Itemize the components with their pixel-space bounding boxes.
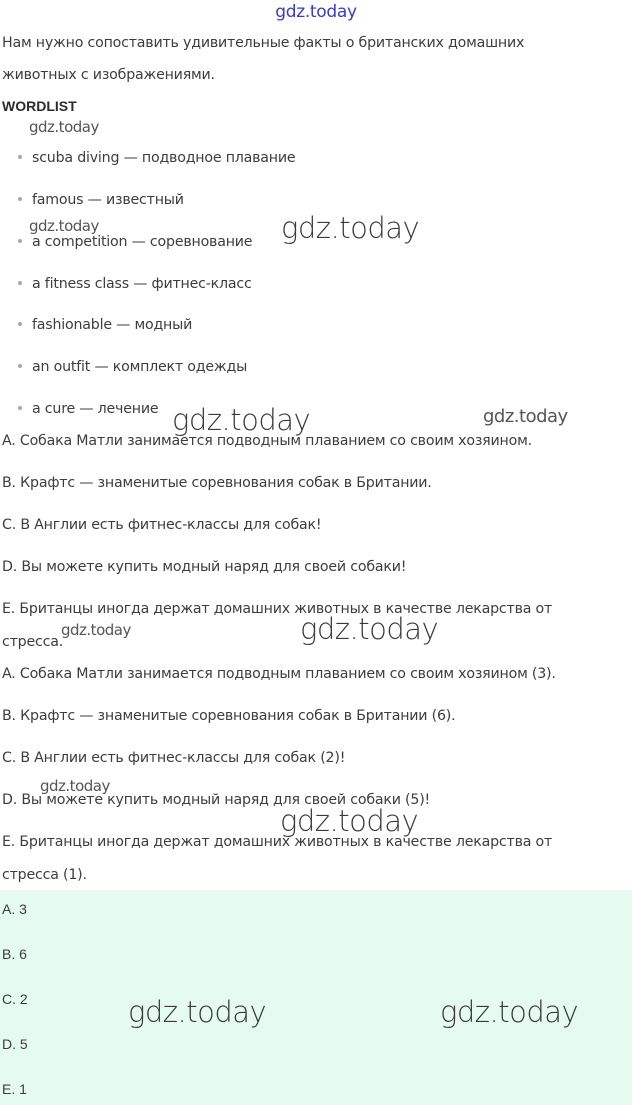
bullet-dot-icon — [18, 239, 22, 243]
matched-fact-d: D. Вы можете купить модный наряд для своей собаки (5)! — [2, 792, 431, 808]
fact-d: D. Вы можете купить модный наряд для своей собаки! — [2, 559, 407, 575]
intro-line-1: Нам нужно сопоставить удивительные факты о британских домашних — [2, 35, 525, 51]
wordlist-item — [18, 317, 192, 333]
wordlist-item — [18, 234, 252, 250]
wordlist-item — [18, 192, 184, 208]
wordlist-item-text: a cure — лечение — [32, 401, 159, 417]
wordlist-item-text: scuba diving — подводное плавание — [32, 150, 296, 166]
matched-fact-a: A. Собака Матли занимается подводным плаванием со своим хозяином (3). — [2, 666, 556, 682]
answer-c: C. 2 — [2, 991, 28, 1007]
watermark: gdz.today — [172, 403, 311, 437]
watermark: gdz.today — [281, 211, 420, 245]
fact-b: B. Крафтс — знаменитые соревнования собак в Британии. — [2, 475, 432, 491]
fact-a: A. Собака Матли занимается подводным плаванием со своим хозяином. — [2, 433, 532, 449]
wordlist-item — [18, 401, 158, 417]
watermark: gdz.today — [61, 621, 131, 639]
fact-e-continuation: стресса. — [2, 634, 64, 650]
wordlist-heading: WORDLIST — [2, 98, 77, 114]
bullet-dot-icon — [18, 364, 22, 368]
wordlist-item — [18, 276, 252, 292]
watermark: gdz.today — [29, 217, 99, 235]
fact-e: E. Британцы иногда держат домашних животных в качестве лекарства от — [2, 601, 553, 617]
watermark: gdz.today — [300, 612, 439, 646]
fact-c: C. В Англии есть фитнес-классы для собак! — [2, 517, 322, 533]
bullet-dot-icon — [18, 281, 22, 285]
bullet-dot-icon — [18, 197, 22, 201]
wordlist-item-text: a fitness class — фитнес-класс — [32, 276, 252, 292]
wordlist-item — [18, 359, 247, 375]
matched-fact-c: C. В Англии есть фитнес-классы для собак (2)! — [2, 750, 346, 766]
intro-line-2: животных с изображениями. — [2, 67, 215, 83]
watermark: gdz.today — [440, 995, 579, 1029]
watermark: gdz.today — [29, 118, 99, 136]
matched-fact-e-continuation: стресса (1). — [2, 867, 87, 883]
answer-a: A. 3 — [2, 901, 27, 917]
answer-box — [0, 890, 632, 1105]
bullet-dot-icon — [18, 155, 22, 159]
wordlist-item — [18, 150, 295, 166]
watermark: gdz.today — [128, 995, 267, 1029]
answer-e: E. 1 — [2, 1081, 27, 1097]
bullet-dot-icon — [18, 322, 22, 326]
bullet-dot-icon — [18, 406, 22, 410]
matched-fact-e: E. Британцы иногда держат домашних животных в качестве лекарства от — [2, 834, 553, 850]
answer-b: B. 6 — [2, 946, 27, 962]
wordlist-item-text: a competition — соревнование — [32, 234, 253, 250]
answer-d: D. 5 — [2, 1036, 28, 1052]
watermark: gdz.today — [280, 804, 419, 838]
matched-fact-b: B. Крафтс — знаменитые соревнования собак в Британии (6). — [2, 708, 456, 724]
wordlist-item-text: fashionable — модный — [32, 317, 193, 333]
wordlist-item-text: an outfit — комплект одежды — [32, 359, 248, 375]
wordlist-item-text: famous — известный — [32, 192, 184, 208]
watermark: gdz.today — [483, 406, 568, 427]
watermark: gdz.today — [40, 777, 110, 795]
site-logo[interactable]: gdz.today — [275, 2, 357, 22]
